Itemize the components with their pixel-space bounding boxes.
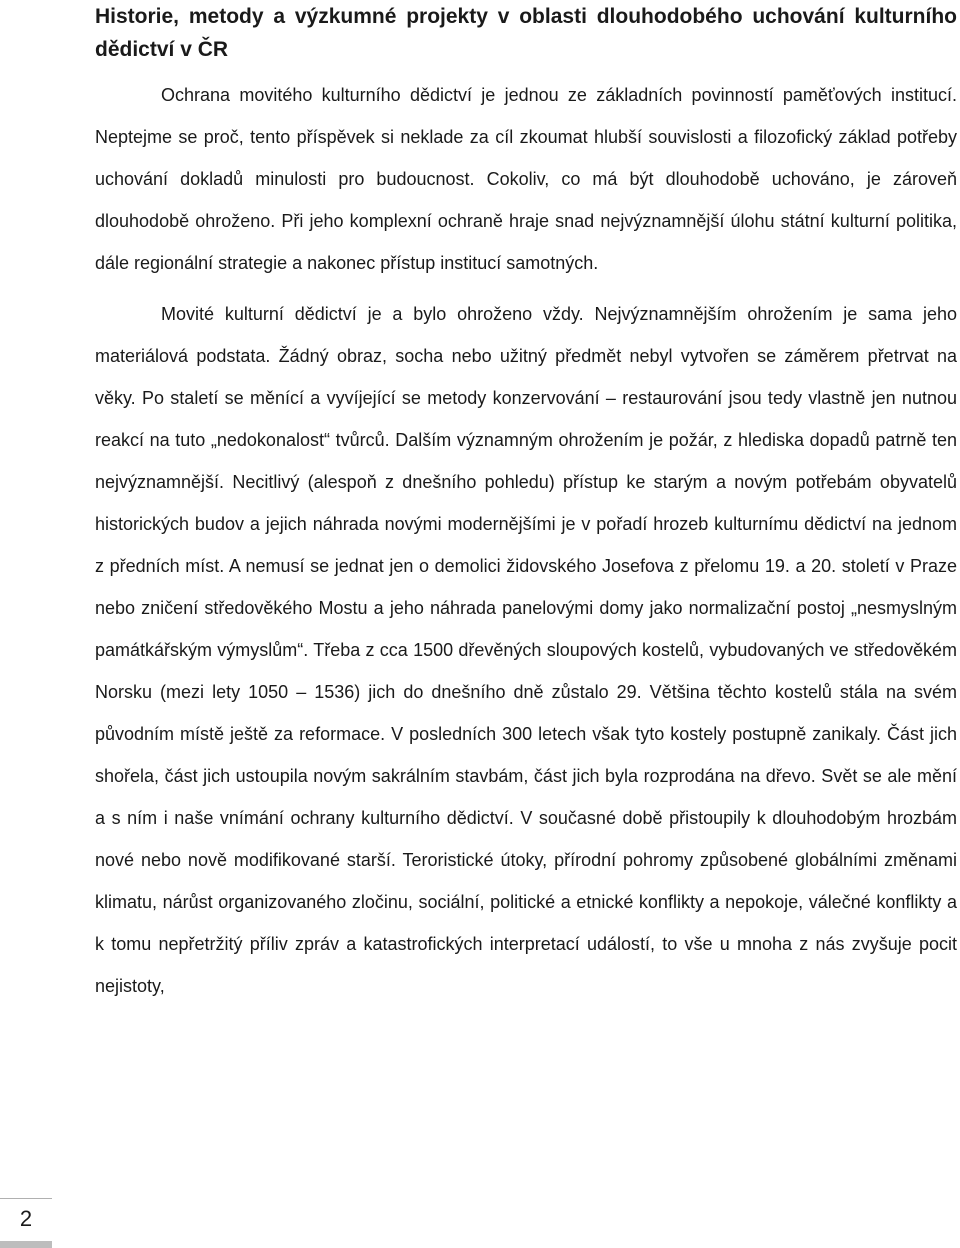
page-footer [0, 1196, 52, 1248]
document-title: Historie, metody a výzkumné projekty v oblasti dlouhodobého uchování kulturního dědictví v ČR [95, 5, 957, 61]
document-body [95, 0, 957, 1007]
page-number: 2 [19, 1206, 33, 1231]
footer-divider [0, 1198, 52, 1199]
paragraph-2: Movité kulturní dědictví je a bylo ohroženo vždy. Nejvýznamnějším ohrožením je sama jeho materiálová podstata. Žádný obraz, socha nebo užitný předmět nebyl vytvořen se záměrem přetrvat na věky. Po staletí se měnící a vyvíjející se metody konzervování – restaurování jsou tedy vlastně jen nutnou reakcí na tuto „nedokonalost“ tvůrců. Dalším významným ohrožením je požár, z hlediska dopadů patrně ten nejvýznamnější. Necitlivý (alespoň z dnešního pohledu) přístup ke starým a novým potřebám obyvatelů historických budov a jejich náhrada novými modernějšími je v pořadí hrozeb kulturnímu dědictví na jednom z předních míst. A nemusí se jednat jen o demolici židovského Josefova z přelomu 19. a 20. století v Praze nebo zničení středověkého Mostu a jeho náhrada panelovými domy jako normalizační postoj „nesmyslným památkářským výmyslům“. Třeba z cca 1500 dřevěných sloupových kostelů, vybudovaných ve středověkém Norsku (mezi lety 1050 – 1536) jich do dnešního dně zůstalo 29. Většina těchto kostelů stála na svém původním místě ještě za reformace. V posledních 300 letech však tyto kostely postupně zanikaly. Část jich shořela, část jich ustoupila novým sakrálním stavbám, část jich byla rozprodána na dřevo. Svět se ale mění a s ním i naše vnímání ochrany kulturního dědictví. V současné době přistoupily k dlouhodobým hrozbám nové nebo nově modifikované starší. Teroristické útoky, přírodní pohromy způsobené globálními změnami klimatu, nárůst organizovaného zločinu, sociální, politické a etnické konflikty a nepokoje, válečné konflikty a k tomu nepřetržitý příliv zpráv a katastrofických interpretací událostí, to vše u mnoha z nás zvyšuje pocit nejistoty, [95, 304, 957, 996]
footer-bar [0, 1241, 52, 1248]
paragraph-1: Ochrana movitého kulturního dědictví je jednou ze základních povinností paměťových institucí. Neptejme se proč, tento příspěvek si neklade za cíl zkoumat hlubší souvislosti a filozofický základ potřeby uchování dokladů minulosti pro budoucnost. Cokoliv, co má být dlouhodobě uchováno, je zároveň dlouhodobě ohroženo. Při jeho komplexní ochraně hraje snad nejvýznamnější úlohu státní kulturní politika, dále regionální strategie a nakonec přístup institucí samotných. [95, 85, 957, 273]
